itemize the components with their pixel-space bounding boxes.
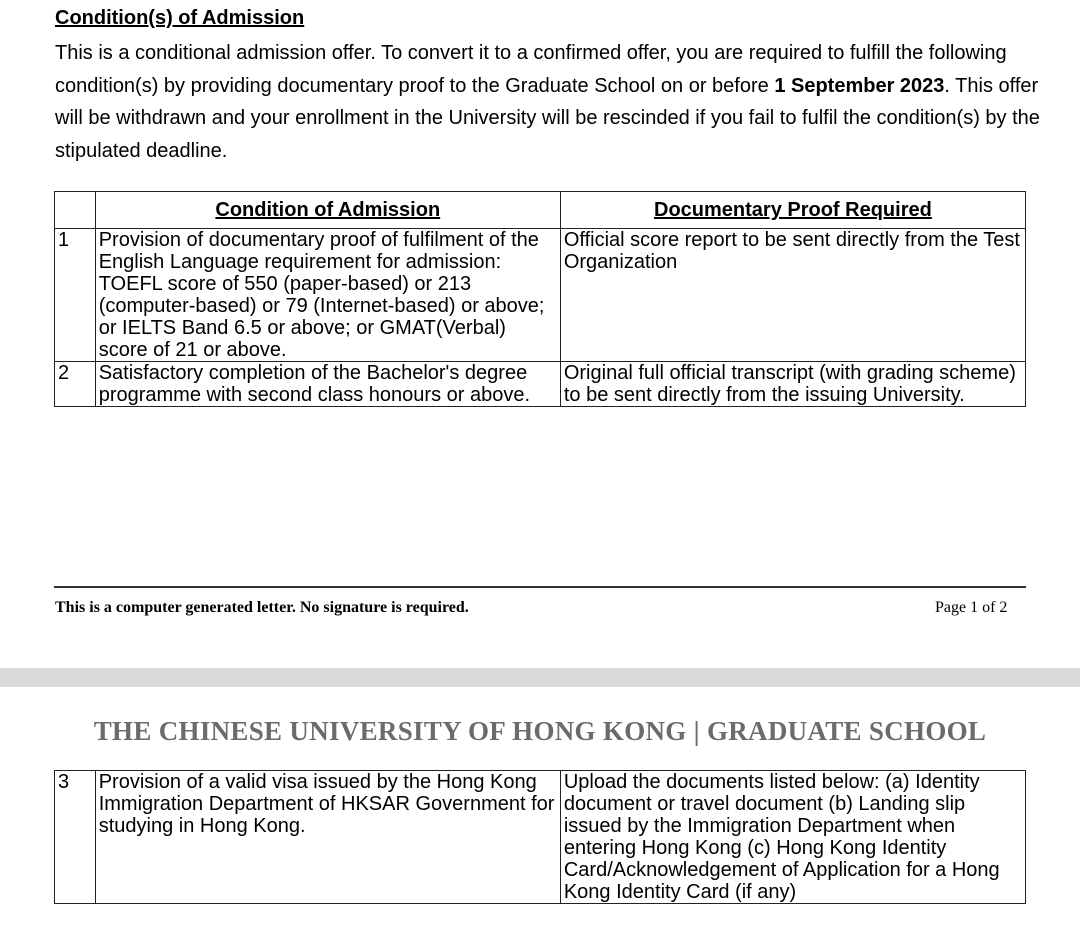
table-row xyxy=(55,362,1026,407)
condition-text: Provision of documentary proof of fulfilment of the English Language requirement for admission: TOEFL score of 550 (paper-based) or 213 (computer-based) or 79 (Internet-based) or above; or IELTS Band 6.5 or above; or GMAT(Verbal) score of 21 or above. xyxy=(95,229,560,362)
section-heading: Condition(s) of Admission xyxy=(55,7,305,29)
header-num xyxy=(55,192,96,229)
conditions-table-continued xyxy=(54,770,1026,904)
intro-text-2: . This offer will be withdrawn and your enrollment in the University will be rescinded if you fail to fulfil the condition(s) by the stipulated deadline. xyxy=(55,74,1040,162)
page-number: Page 1 of 2 xyxy=(935,599,1008,616)
conditions-table xyxy=(54,191,1026,407)
deadline-date: 1 September 2023 xyxy=(774,74,945,97)
condition-text: Provision of a valid visa issued by the Hong Kong Immigration Department of HKSAR Government for studying in Hong Kong. xyxy=(95,771,560,904)
proof-text: Official score report to be sent directly from the Test Organization xyxy=(560,229,1025,362)
university-header: THE CHINESE UNIVERSITY OF HONG KONG | GRADUATE SCHOOL xyxy=(93,716,987,746)
page-separator xyxy=(0,668,1080,687)
table-row xyxy=(55,229,1026,362)
row-number: 3 xyxy=(55,771,96,904)
proof-text: Original full official transcript (with grading scheme) to be sent directly from the issuing University. xyxy=(560,362,1025,407)
footer-note: This is a computer generated letter. No signature is required. xyxy=(55,599,469,616)
row-number: 2 xyxy=(55,362,96,407)
condition-text: Satisfactory completion of the Bachelor's degree programme with second class honours or above. xyxy=(95,362,560,407)
table-row xyxy=(55,771,1026,904)
intro-paragraph xyxy=(55,37,1045,167)
table-header-row xyxy=(55,192,1026,229)
footer-divider xyxy=(54,586,1026,588)
intro-text-1: This is a conditional admission offer. To convert it to a confirmed offer, you are required to fulfill the following condition(s) by providing documentary proof to the Graduate School on or before xyxy=(55,42,1007,97)
header-condition: Condition of Admission xyxy=(95,192,560,229)
header-proof: Documentary Proof Required xyxy=(560,192,1025,229)
row-number: 1 xyxy=(55,229,96,362)
proof-text: Upload the documents listed below: (a) Identity document or travel document (b) Landing slip issued by the Immigration Department when entering Hong Kong (c) Hong Kong Identity Card/Acknowledgement of Application for a Hong Kong Identity Card (if any) xyxy=(560,771,1025,904)
